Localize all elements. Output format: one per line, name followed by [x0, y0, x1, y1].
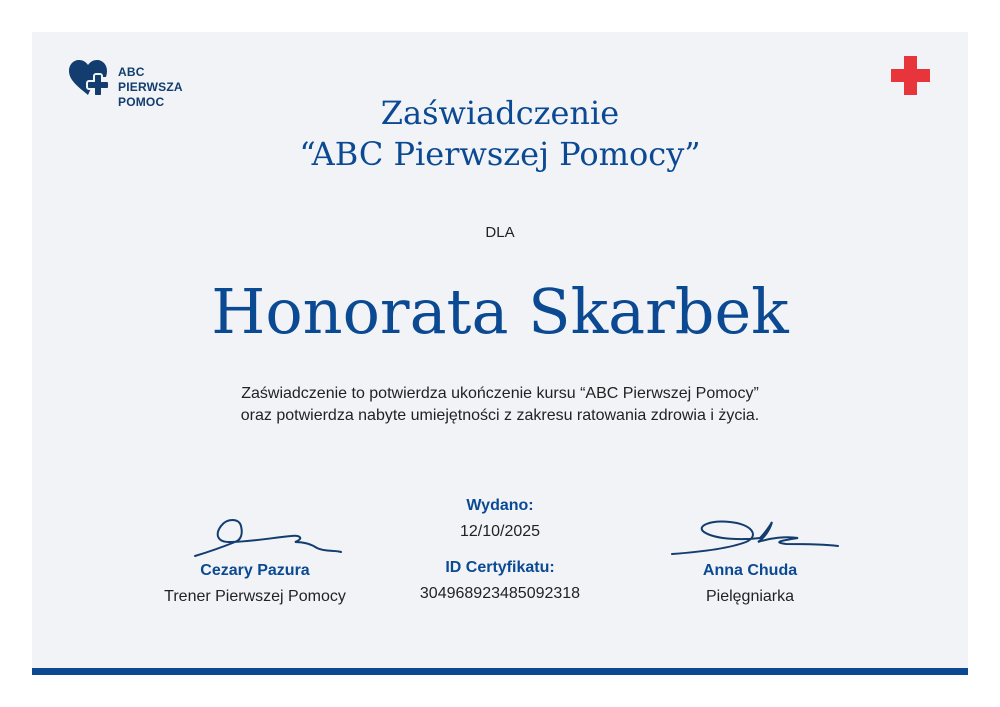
signatory-name: Anna Chuda	[702, 562, 798, 579]
certificate-description	[0, 383, 1000, 427]
brand-line-3: POMOC	[118, 95, 165, 109]
signatory-role: Trener Pierwszej Pomocy	[164, 588, 346, 605]
brand-line-2: PIERWSZA	[118, 80, 183, 94]
certificate-title	[0, 93, 1000, 175]
bottom-accent-bar	[32, 668, 968, 675]
title-line-1: Zaświadczenie	[380, 94, 620, 132]
title-line-2: “ABC Pierwszej Pomocy”	[299, 135, 701, 173]
issued-label: Wydano:	[466, 497, 534, 514]
description-line-1: Zaświadczenie to potwierdza ukończenie kursu “ABC Pierwszej Pomocy”	[241, 385, 759, 402]
signatory-right	[640, 512, 860, 608]
certificate-id-label: ID Certyfikatu:	[445, 559, 555, 576]
issued-date: 12/10/2025	[459, 523, 541, 540]
for-label: DLA	[485, 224, 515, 241]
certificate-id-value: 304968923485092318	[419, 585, 581, 602]
signature-icon	[140, 512, 370, 560]
description-line-2: oraz potwierdza nabyte umiejętności z zakresu ratowania zdrowia i życia.	[240, 407, 760, 424]
signatory-left	[140, 512, 370, 608]
signature-icon	[640, 512, 860, 560]
brand-line-1: ABC	[118, 65, 145, 79]
issue-details	[380, 495, 620, 605]
signatory-role: Pielęgniarka	[705, 588, 795, 605]
recipient-name: Honorata Skarbek	[211, 275, 789, 348]
signatory-name: Cezary Pazura	[200, 562, 310, 579]
